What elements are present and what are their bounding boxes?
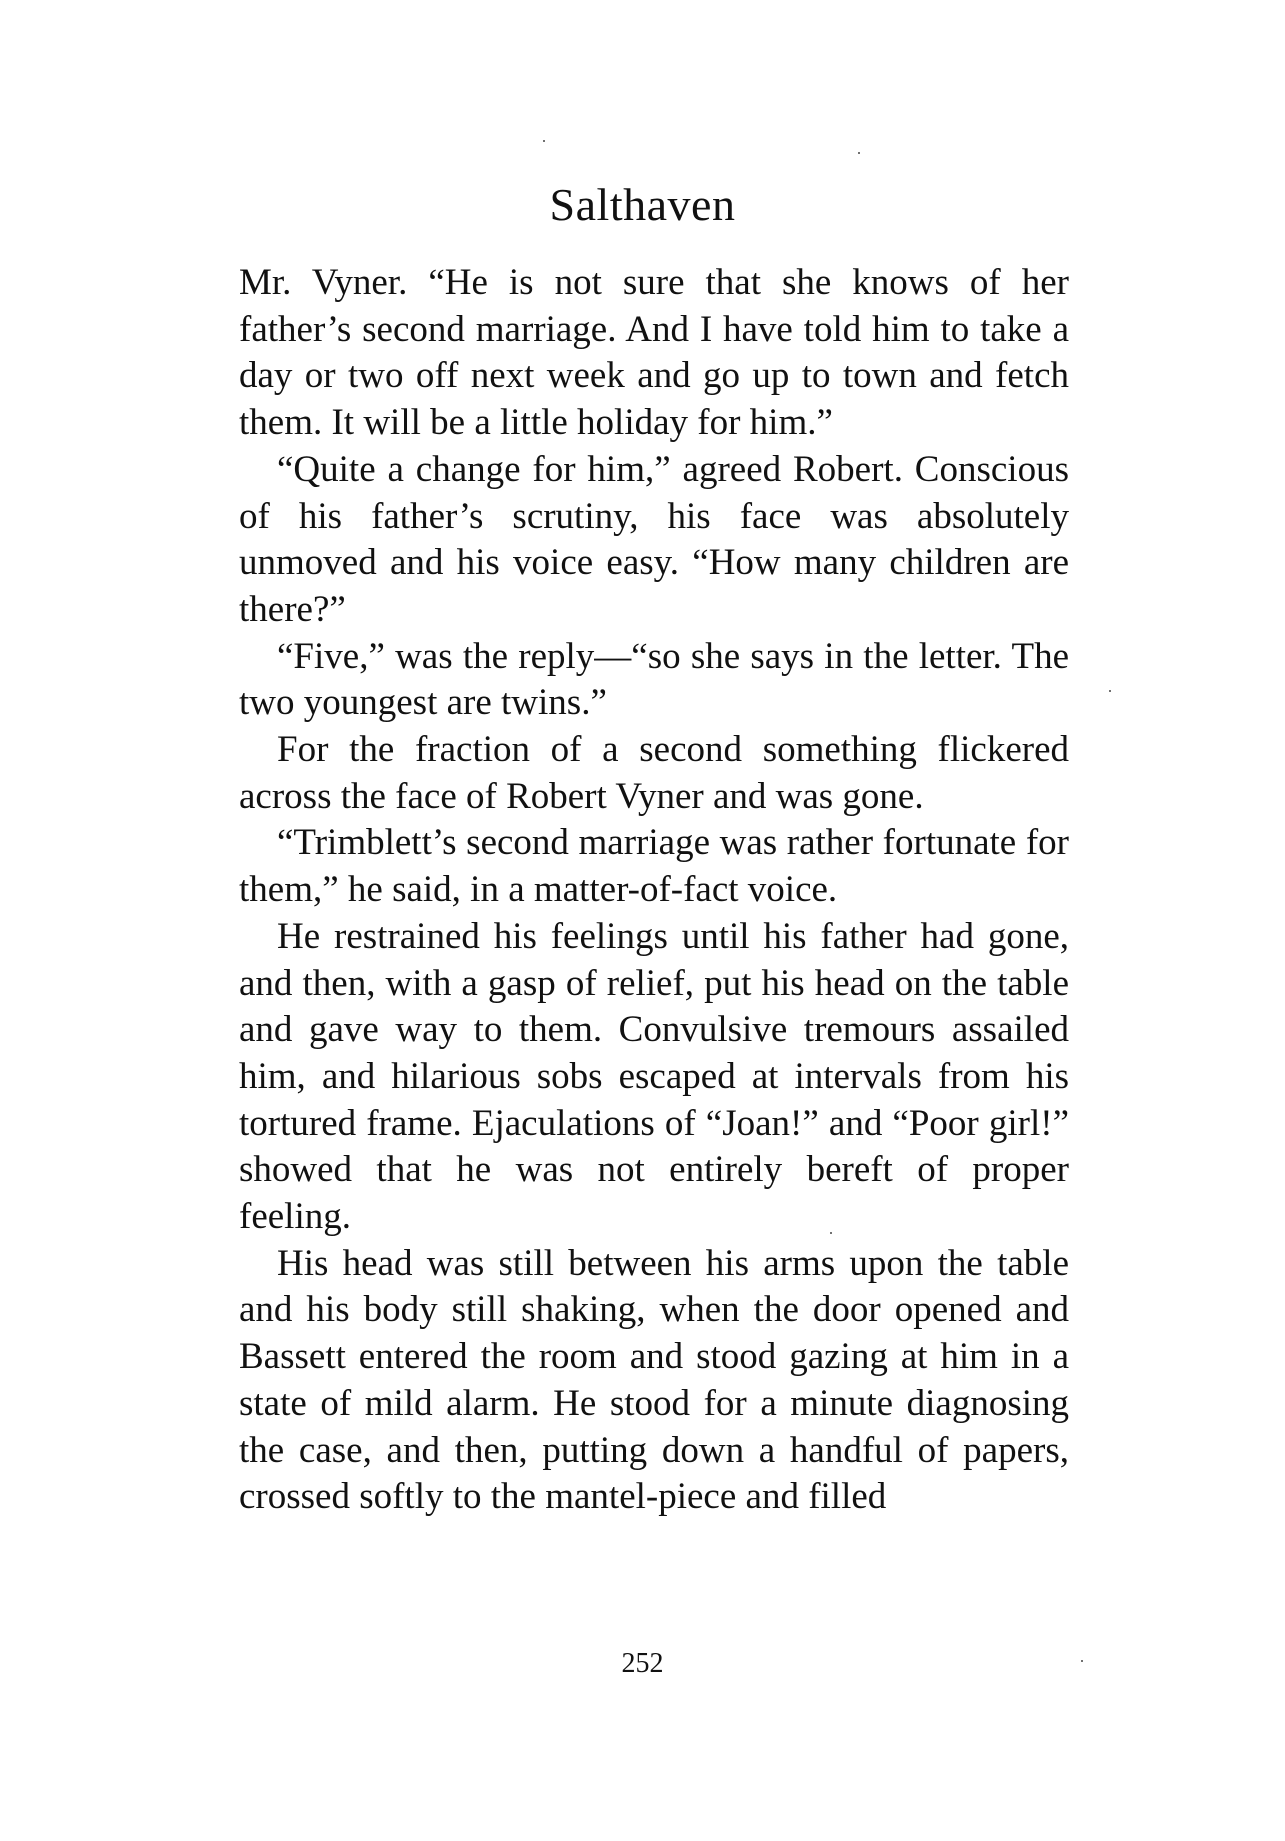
paragraph: “Quite a change for him,” agreed Robert. Conscious of his father’s scrutiny, his face was absolutely unmoved and his voice easy. “How many children are there?”	[239, 448, 1069, 630]
paragraph: Mr. Vyner. “He is not sure that she knows of her father’s second marriage. And I have told him to take a day or two off next week and go up to town and fetch them. It will be a little holiday for him.”	[239, 262, 1069, 444]
paragraph: He restrained his feelings until his father had gone, and then, with a gasp of relief, put his head on the table and gave way to them. Convulsive tremours assailed him, and hilarious sobs escaped at intervals from his tortured frame. Ejaculations of “Joan!” and “Poor girl!” showed that he was not entirely bereft of proper feeling.	[239, 915, 1069, 1238]
paragraph: “Five,” was the reply—“so she says in the letter. The two youngest are twins.”	[239, 635, 1069, 724]
paragraph: “Trimblett’s second marriage was rather fortunate for them,” he said, in a matter-of-fact voice.	[239, 822, 1069, 911]
scan-speck	[858, 152, 860, 154]
running-head: Salthaven	[549, 179, 736, 230]
paragraph: His head was still between his arms upon the table and his body still shaking, when the door opened and Bassett entered the room and stood gazing at him in a state of mild alarm. He stood for a minute diagnosing the case, and then, putting down a handful of papers, crossed softly to the mantel-piece and filled	[239, 1242, 1069, 1518]
page-number: 252	[621, 1648, 664, 1679]
scan-speck	[1081, 1660, 1083, 1662]
body-text	[239, 260, 1069, 1521]
scan-speck	[543, 140, 545, 142]
scan-speck	[830, 1232, 832, 1234]
scan-speck	[1109, 690, 1111, 692]
paragraph: For the fraction of a second something flickered across the face of Robert Vyner and was gone.	[239, 729, 1069, 817]
